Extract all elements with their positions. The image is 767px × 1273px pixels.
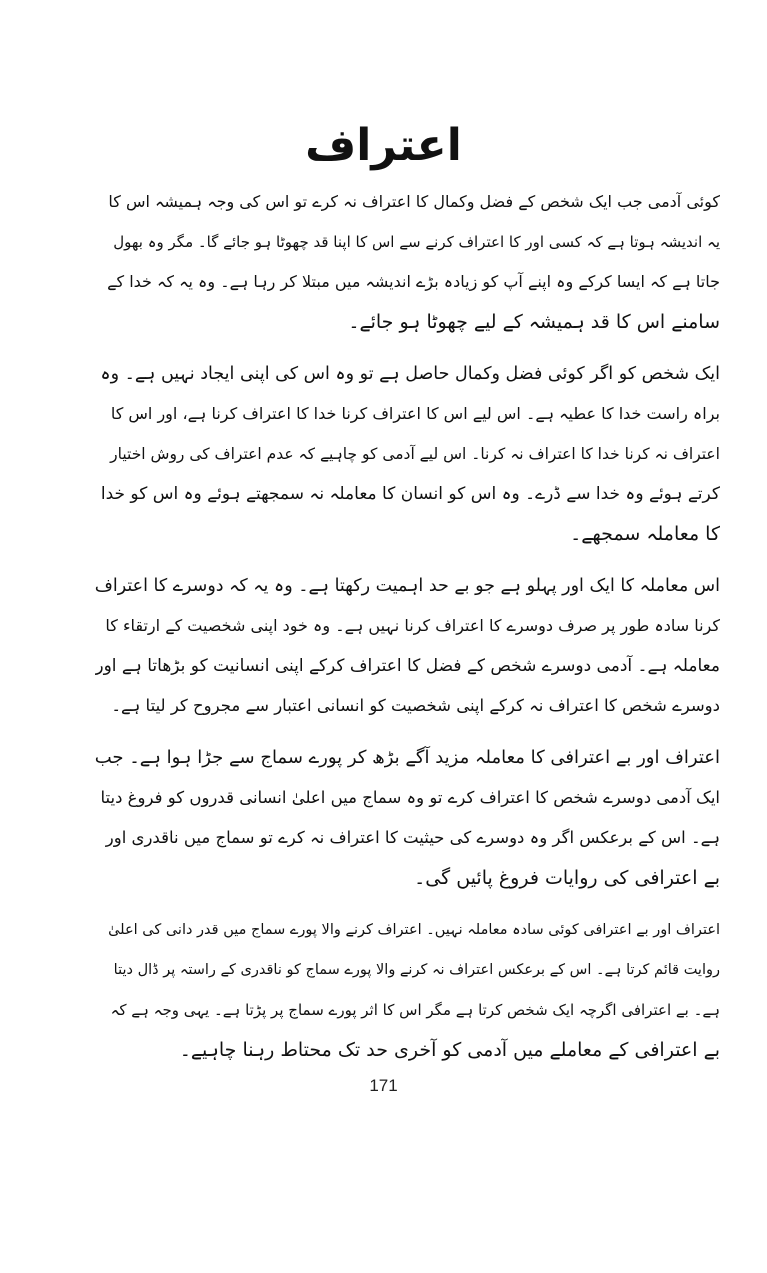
text-line: اس معاملہ کا ایک اور پہلو ہے جو بے حد اہمیت رکھتا ہے۔ وہ یہ کہ دوسرے کا اعتراف — [95, 576, 720, 596]
text-line: معاملہ ہے۔ آدمی دوسرے شخص کے فضل کا اعتراف کرکے اپنی انسانیت کو بڑھاتا ہے اور — [95, 656, 720, 676]
text-line: بے اعترافی کے معاملے میں آدمی کو آخری حد تک محتاط رہنا چاہیے۔ — [179, 1039, 720, 1061]
text-line: روایت قائم کرتا ہے۔ اس کے برعکس اعتراف نہ کرنے والا پورے سماج کو ناقدری کے راستہ پر ڈال دیتا — [113, 962, 720, 978]
text-line: کا معاملہ سمجھے۔ — [570, 523, 720, 545]
paragraph — [95, 910, 720, 1070]
text-line: بے اعترافی کی روایات فروغ پائیں گی۔ — [414, 867, 720, 889]
text-line: اعتراف اور بے اعترافی کوئی سادہ معاملہ نہیں۔ اعتراف کرنے والا پورے سماج میں قدر دانی کی اعلیٰ — [108, 922, 720, 938]
body-text — [95, 182, 720, 1082]
text-line: اعتراف نہ کرنا خدا کا اعتراف نہ کرنا۔ اس لیے آدمی کو چاہیے کہ عدم اعتراف کی روش اختیار — [110, 445, 720, 463]
paragraph — [95, 738, 720, 898]
text-line: یہ اندیشہ ہوتا ہے کہ کسی اور کا اعتراف کرنے سے اس کا اپنا قد چھوٹا ہو جائے گا۔ مگر وہ بھول — [113, 233, 720, 251]
text-line: کرنا سادہ طور پر صرف دوسرے کا اعتراف کرنا نہیں ہے۔ وہ خود اپنی شخصیت کے ارتقاء کا — [105, 616, 720, 635]
text-line: اعتراف اور بے اعترافی کا معاملہ مزید آگے بڑھ کر پورے سماج سے جڑا ہوا ہے۔ جب — [95, 747, 720, 768]
text-line: جاتا ہے کہ ایسا کرکے وہ اپنے آپ کو زیادہ بڑے اندیشہ میں مبتلا کر رہا ہے۔ وہ یہ کہ خدا کے — [107, 272, 720, 291]
text-line: ہے۔ بے اعترافی اگرچہ ایک شخص کرتا ہے مگر اس کا اثر پورے سماج پر پڑتا ہے۔ یہی وجہ ہے کہ — [110, 1001, 720, 1019]
text-line: دوسرے شخص کا اعتراف نہ کرکے اپنی شخصیت کو انسانی اعتبار سے مجروح کر لیتا ہے۔ — [111, 696, 720, 715]
text-line: ہے۔ اس کے برعکس اگر وہ دوسرے کی حیثیت کا اعتراف نہ کرے تو سماج میں ناقدری اور — [105, 828, 720, 847]
text-line: ایک شخص کو اگر کوئی فضل وکمال حاصل ہے تو وہ اس کی اپنی ایجاد نہیں ہے۔ وہ — [100, 364, 720, 384]
paragraph — [95, 182, 720, 342]
text-line: کرتے ہوئے وہ خدا سے ڈرے۔ وہ اس کو انسان کا معاملہ نہ سمجھتے ہوئے وہ اس کو خدا — [100, 484, 720, 504]
text-line: کوئی آدمی جب ایک شخص کے فضل وکمال کا اعتراف نہ کرے تو اس کی وجہ ہمیشہ اس کا — [108, 192, 720, 211]
text-line: سامنے اس کا قد ہمیشہ کے لیے چھوٹا ہو جائے۔ — [348, 311, 720, 333]
paragraph — [95, 354, 720, 554]
text-line: ایک آدمی دوسرے شخص کا اعتراف کرے تو وہ سماج میں اعلیٰ انسانی قدروں کو فروغ دیتا — [100, 788, 720, 807]
page-title: اعتراف — [305, 120, 462, 171]
page-number: 171 — [369, 1076, 398, 1095]
text-line: براہ راست خدا کا عطیہ ہے۔ اس لیے اس کا اعتراف کرنا خدا کا اعتراف کرنا ہے، اور اس کا — [110, 404, 720, 423]
paragraph — [95, 566, 720, 726]
